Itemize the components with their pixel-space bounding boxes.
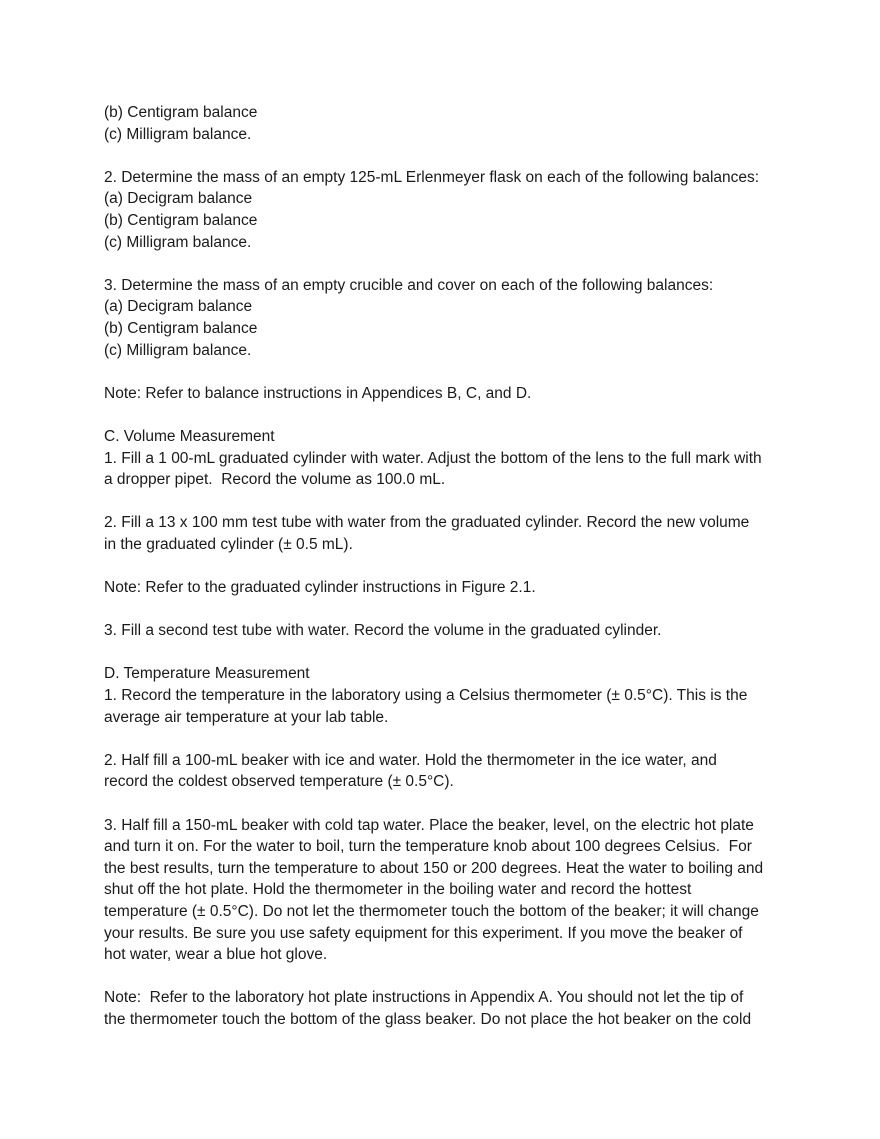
paragraph-gap — [104, 728, 794, 750]
text-line: your results. Be sure you use safety equipment for this experiment. If you move the beaker of — [104, 924, 743, 942]
text-line: (b) Centigram balance — [104, 319, 258, 337]
paragraph-gap — [104, 966, 794, 988]
paragraph-gap — [104, 145, 794, 167]
text-line: (a) Decigram balance — [104, 190, 253, 208]
text-line: 2. Determine the mass of an empty 125-mL Erlenmeyer flask on each of the following balances: — [104, 168, 760, 186]
text-line: (c) Milligram balance. — [104, 233, 252, 251]
paragraph-gap — [104, 793, 794, 815]
text-line: 3. Half fill a 150-mL beaker with cold tap water. Place the beaker, level, on the electric hot plate — [104, 816, 754, 834]
text-line: 2. Half fill a 100-mL beaker with ice and water. Hold the thermometer in the ice water, and — [104, 751, 717, 769]
text-line: Note: Refer to balance instructions in Appendices B, C, and D. — [104, 384, 532, 402]
text-line: the best results, turn the temperature to about 150 or 200 degrees. Heat the water to boiling and — [104, 859, 764, 877]
paragraph-gap — [104, 642, 794, 664]
text-line: hot water, wear a blue hot glove. — [104, 946, 328, 964]
paragraph-gap — [104, 555, 794, 577]
text-line: a dropper pipet. Record the volume as 100.0 mL. — [104, 471, 446, 489]
text-line: average air temperature at your lab table. — [104, 708, 389, 726]
paragraph-gap — [104, 491, 794, 513]
text-line: Note: Refer to the graduated cylinder instructions in Figure 2.1. — [104, 579, 536, 597]
paragraph-gap — [104, 253, 794, 275]
paragraph-gap — [104, 599, 794, 621]
text-line: (b) Centigram balance — [104, 211, 258, 229]
text-line: 1. Record the temperature in the laboratory using a Celsius thermometer (± 0.5°C). This is the — [104, 687, 748, 705]
text-line: 3. Determine the mass of an empty crucible and cover on each of the following balances: — [104, 276, 714, 294]
text-line: 1. Fill a 1 00-mL graduated cylinder with water. Adjust the bottom of the lens to the full mark with — [104, 449, 762, 467]
text-line: 2. Fill a 13 x 100 mm test tube with water from the graduated cylinder. Record the new volume — [104, 514, 750, 532]
text-line: in the graduated cylinder (± 0.5 mL). — [104, 535, 353, 553]
text-line: record the coldest observed temperature (± 0.5°C). — [104, 773, 454, 791]
text-line: temperature (± 0.5°C). Do not let the thermometer touch the bottom of the beaker; it will change — [104, 902, 759, 920]
text-line: 3. Fill a second test tube with water. Record the volume in the graduated cylinder. — [104, 622, 662, 640]
text-line: D. Temperature Measurement — [104, 665, 310, 683]
text-line: C. Volume Measurement — [104, 427, 275, 445]
paragraph-gap — [104, 361, 794, 383]
text-line: Note: Refer to the laboratory hot plate instructions in Appendix A. You should not let the tip of — [104, 989, 744, 1007]
paragraph-gap — [104, 404, 794, 426]
text-line: (c) Milligram balance. — [104, 341, 252, 359]
text-line: (a) Decigram balance — [104, 298, 253, 316]
text-line: shut off the hot plate. Hold the thermometer in the boiling water and record the hottest — [104, 881, 692, 899]
text-line: the thermometer touch the bottom of the glass beaker. Do not place the hot beaker on the cold — [104, 1010, 752, 1028]
document-body — [104, 102, 794, 1031]
text-line: (b) Centigram balance — [104, 104, 258, 121]
text-line: and turn it on. For the water to boil, turn the temperature knob about 100 degrees Celsius. For — [104, 838, 752, 856]
text-line: (c) Milligram balance. — [104, 125, 252, 143]
